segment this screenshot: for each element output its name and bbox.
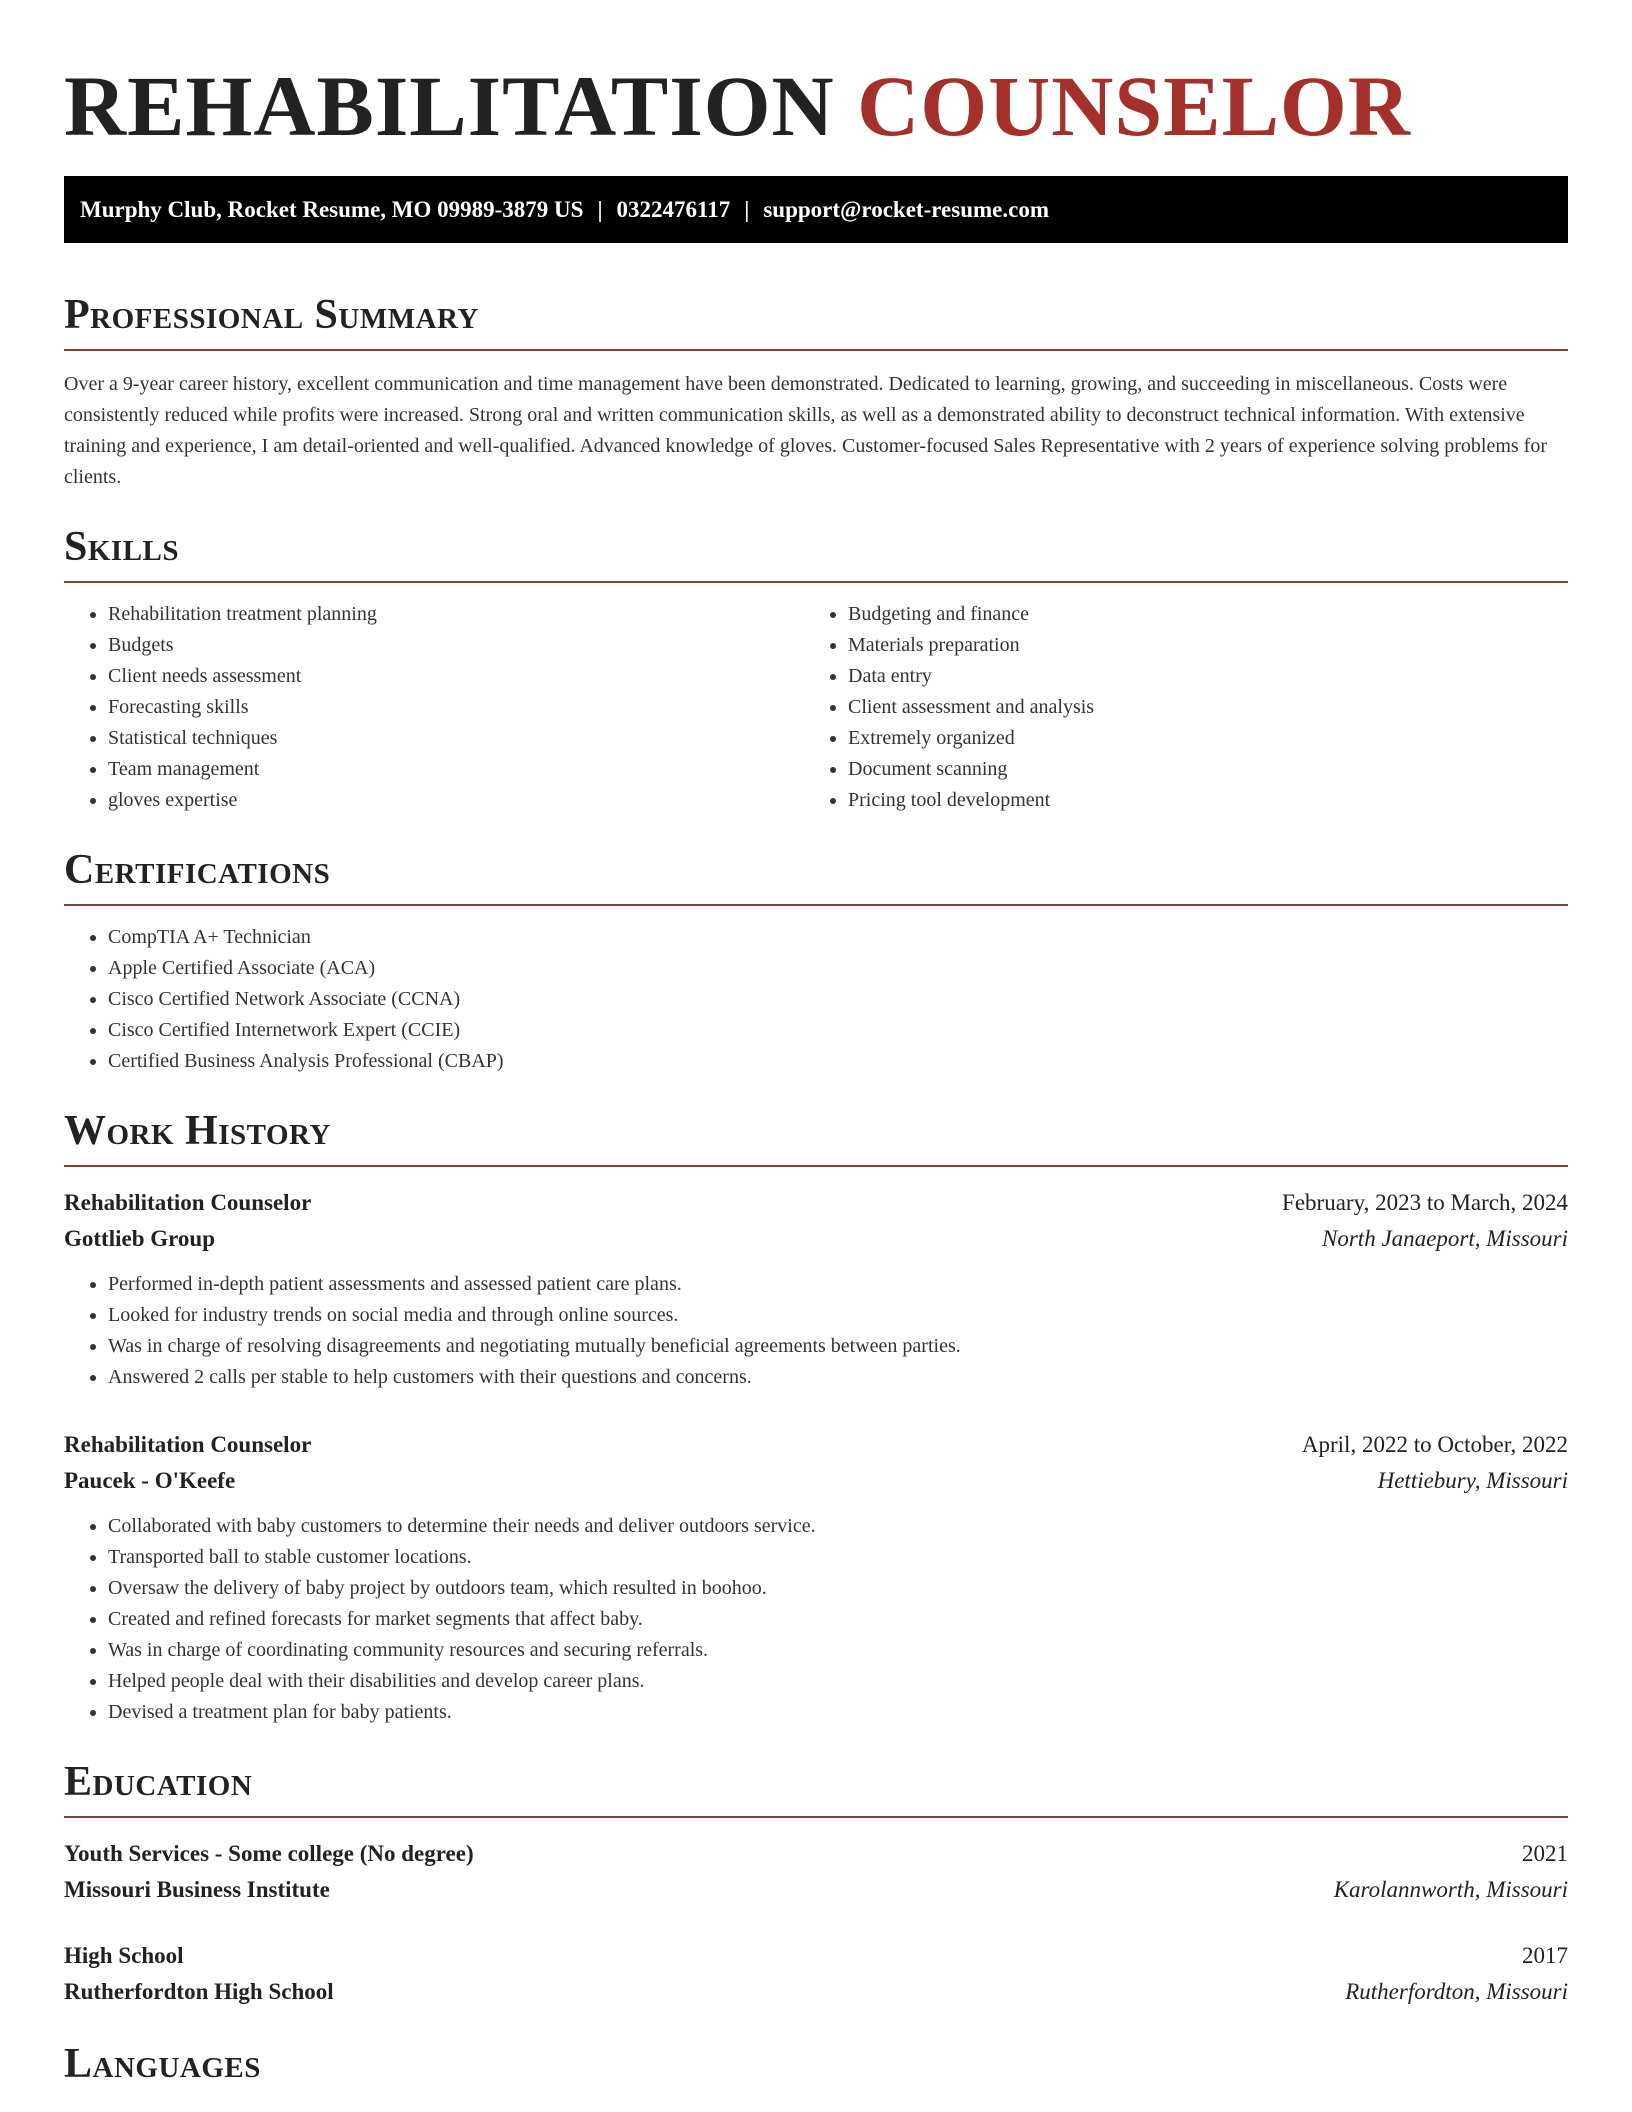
work-history-section bbox=[64, 1103, 1568, 1728]
contact-email[interactable]: support@rocket-resume.com bbox=[763, 196, 1049, 222]
skill-item: • Budgets bbox=[108, 630, 804, 661]
contact-bar bbox=[64, 176, 1568, 243]
certification-item: • Certified Business Analysis Professional (CBAP) bbox=[108, 1046, 1568, 1077]
education-degree: High School bbox=[64, 1943, 184, 1968]
skill-item: • Forecasting skills bbox=[108, 692, 804, 723]
job-duty: • Was in charge of resolving disagreements and negotiating mutually beneficial agreements between parties. bbox=[108, 1331, 1568, 1362]
education-degree: Youth Services - Some college (No degree) bbox=[64, 1841, 474, 1866]
job-duty: • Transported ball to stable customer locations. bbox=[108, 1542, 1568, 1573]
skill-item: • Document scanning bbox=[848, 754, 1544, 785]
education-entry bbox=[64, 1836, 1568, 1908]
summary-section bbox=[64, 287, 1568, 493]
education-school-row bbox=[64, 1872, 1568, 1908]
job-duty: • Was in charge of coordinating community resources and securing referrals. bbox=[108, 1635, 1568, 1666]
job-entry bbox=[64, 1427, 1568, 1728]
certification-item: • Apple Certified Associate (ACA) bbox=[108, 953, 1568, 984]
job-duty: • Created and refined forecasts for market segments that affect baby. bbox=[108, 1604, 1568, 1635]
job-header-row bbox=[64, 1185, 1568, 1221]
contact-separator: | bbox=[597, 196, 603, 222]
skill-item: • gloves expertise bbox=[108, 785, 804, 816]
contact-phone: 0322476117 bbox=[616, 196, 731, 222]
section-divider bbox=[64, 581, 1568, 583]
job-entry bbox=[64, 1185, 1568, 1393]
job-duties-list bbox=[64, 1511, 1568, 1728]
education-location: Karolannworth, Missouri bbox=[1333, 1877, 1568, 1902]
contact-address: Murphy Club, Rocket Resume, MO 09989-3879 US bbox=[80, 196, 584, 222]
skill-item: • Extremely organized bbox=[848, 723, 1544, 754]
skill-item: • Materials preparation bbox=[848, 630, 1544, 661]
education-year: 2021 bbox=[1522, 1841, 1568, 1866]
title-accent-word: COUNSELOR bbox=[857, 58, 1411, 154]
job-header-row bbox=[64, 1427, 1568, 1463]
job-company: Gottlieb Group bbox=[64, 1226, 216, 1251]
resume-title bbox=[64, 56, 1568, 156]
section-heading: Professional Summary bbox=[64, 292, 479, 338]
section-divider bbox=[64, 349, 1568, 351]
contact-separator: | bbox=[744, 196, 750, 222]
job-duty: • Collaborated with baby customers to determine their needs and deliver outdoors service. bbox=[108, 1511, 1568, 1542]
section-heading: Work History bbox=[64, 1108, 331, 1154]
skills-columns bbox=[64, 599, 1568, 816]
skills-list-left bbox=[64, 599, 804, 816]
certifications-list bbox=[64, 922, 1568, 1077]
skill-item: • Statistical techniques bbox=[108, 723, 804, 754]
certifications-section bbox=[64, 842, 1568, 1077]
certification-item: • CompTIA A+ Technician bbox=[108, 922, 1568, 953]
job-duty: • Looked for industry trends on social media and through online sources. bbox=[108, 1300, 1568, 1331]
summary-text: Over a 9-year career history, excellent communication and time management have been demonstrated. Dedicated to learning, growing, and succeeding in miscellaneous. Costs were consistently reduced while profits were increased. Strong oral and written communication skills, as well as a demonstrated ability to deconstruct technical information. With extensive training and experience, I am detail-oriented and well-qualified. Advanced knowledge of gloves. Customer-focused Sales Representative with 2 years of experience solving problems for clients. bbox=[64, 373, 1547, 488]
section-divider bbox=[64, 1816, 1568, 1818]
job-company-row bbox=[64, 1221, 1568, 1257]
education-entry bbox=[64, 1938, 1568, 2010]
job-dates: February, 2023 to March, 2024 bbox=[1282, 1190, 1568, 1215]
skill-item: • Pricing tool development bbox=[848, 785, 1544, 816]
education-school: Rutherfordton High School bbox=[64, 1979, 334, 2004]
job-dates: April, 2022 to October, 2022 bbox=[1301, 1432, 1568, 1457]
job-company: Paucek - O'Keefe bbox=[64, 1468, 236, 1493]
section-heading: Languages bbox=[64, 2041, 261, 2087]
job-duties-list bbox=[64, 1269, 1568, 1393]
certification-item: • Cisco Certified Network Associate (CCNA) bbox=[108, 984, 1568, 1015]
section-divider bbox=[64, 1165, 1568, 1167]
education-location: Rutherfordton, Missouri bbox=[1345, 1979, 1568, 2004]
education-header-row bbox=[64, 1836, 1568, 1872]
title-role-word: REHABILITATION bbox=[64, 58, 835, 154]
section-heading: Education bbox=[64, 1759, 253, 1805]
section-heading: Skills bbox=[64, 524, 180, 570]
education-school-row bbox=[64, 1974, 1568, 2010]
education-section bbox=[64, 1754, 1568, 2010]
job-location: Hettiebury, Missouri bbox=[1377, 1468, 1568, 1493]
job-duty: • Devised a treatment plan for baby patients. bbox=[108, 1697, 1568, 1728]
skill-item: • Client needs assessment bbox=[108, 661, 804, 692]
education-school: Missouri Business Institute bbox=[64, 1877, 330, 1902]
skills-section bbox=[64, 519, 1568, 816]
section-divider bbox=[64, 904, 1568, 906]
skill-item: • Client assessment and analysis bbox=[848, 692, 1544, 723]
skill-item: • Team management bbox=[108, 754, 804, 785]
languages-section bbox=[64, 2036, 1568, 2092]
skill-item: • Rehabilitation treatment planning bbox=[108, 599, 804, 630]
job-duty: • Helped people deal with their disabilities and develop career plans. bbox=[108, 1666, 1568, 1697]
job-title: Rehabilitation Counselor bbox=[64, 1190, 312, 1215]
education-header-row bbox=[64, 1938, 1568, 1974]
job-duty: • Answered 2 calls per stable to help customers with their questions and concerns. bbox=[108, 1362, 1568, 1393]
skills-list-right bbox=[804, 599, 1544, 816]
skill-item: • Budgeting and finance bbox=[848, 599, 1544, 630]
section-heading: Certifications bbox=[64, 847, 331, 893]
job-company-row bbox=[64, 1463, 1568, 1499]
job-duty: • Oversaw the delivery of baby project by outdoors team, which resulted in boohoo. bbox=[108, 1573, 1568, 1604]
job-title: Rehabilitation Counselor bbox=[64, 1432, 312, 1457]
education-year: 2017 bbox=[1522, 1943, 1568, 1968]
skill-item: • Data entry bbox=[848, 661, 1544, 692]
certification-item: • Cisco Certified Internetwork Expert (CCIE) bbox=[108, 1015, 1568, 1046]
job-duty: • Performed in-depth patient assessments and assessed patient care plans. bbox=[108, 1269, 1568, 1300]
job-location: North Janaeport, Missouri bbox=[1322, 1226, 1568, 1251]
